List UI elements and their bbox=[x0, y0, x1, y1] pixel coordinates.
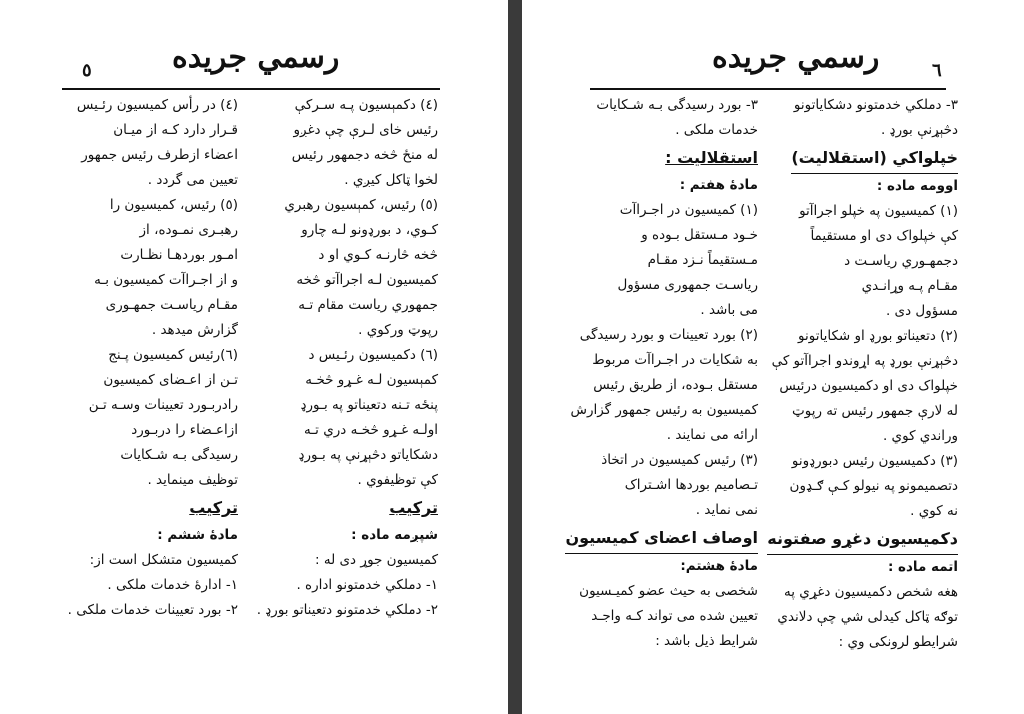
text-line: کميسيون لـه اجراآتو څخه bbox=[296, 272, 438, 288]
text-line: (٦)رئيس کميسيون پـنج bbox=[108, 347, 238, 363]
text-line: کـوي، د بورډونو لـه چارو bbox=[301, 222, 438, 238]
list-item: ٢- بورد تعيينات خدمات ملکى . bbox=[67, 602, 238, 618]
text-line: دشکاياتو دڅېړنې په بـورډ bbox=[298, 447, 438, 463]
article-heading: اوومه ماده : bbox=[876, 178, 958, 194]
dari-column bbox=[565, 93, 758, 654]
text-line: کمېسيون لـه غـړو څخـه bbox=[305, 372, 438, 388]
text-line: و از اجـراآت کميسيون بـه bbox=[94, 272, 238, 288]
text-line: اولـه غـړو څخـه دري تـه bbox=[303, 422, 438, 438]
page-header-title: رسمي جريده bbox=[712, 40, 880, 75]
page-number: ٦ bbox=[932, 60, 942, 81]
page-number: ٥ bbox=[82, 60, 92, 81]
text-line: لخوا ټاکل کيږي . bbox=[344, 172, 438, 188]
section-heading: اوصاف اعضاى کميسيون bbox=[565, 523, 758, 554]
text-line: دتصميمونو په نيولو کـې ګـډون bbox=[789, 478, 958, 494]
pashto-column bbox=[252, 93, 438, 623]
text-line: امـور بوردهـا نظـارت bbox=[120, 247, 238, 263]
text-line: ٣- دملکي خدمتونو دشکاياتونو bbox=[793, 97, 958, 113]
text-line: پنځه تـنه دتعيناتو په بـورډ bbox=[300, 397, 438, 413]
text-line: (١) کميسيون په خپلو اجراآتو bbox=[799, 203, 958, 219]
text-line: رادربـورد تعيينات وسـه تـن bbox=[88, 397, 238, 413]
section-heading: استقلاليت : bbox=[665, 148, 758, 167]
text-line: تعيين مى گردد . bbox=[147, 172, 238, 188]
text-line: شخصى به حيث عضو کميـسيون bbox=[579, 583, 758, 599]
text-line: رئيس خای لـرې چې دغږو bbox=[293, 122, 438, 138]
text-line: دڅېړنې بورډ په اړوندو اجراآتو کې bbox=[771, 353, 958, 369]
text-line: کميسيون به رئيس جمهور گزارش bbox=[570, 402, 758, 418]
text-line: خـود مـستقل بـوده و bbox=[641, 227, 758, 243]
text-line: اعضاء ازطرف رئيس جمهور bbox=[81, 147, 238, 163]
text-line: کميسيون جوړ دی له : bbox=[315, 552, 438, 568]
text-line: توګه ټاکل کيدلی شي چې دلاندي bbox=[777, 609, 958, 625]
text-line: خپلواک دی او دکميسيون درئيس bbox=[779, 378, 958, 394]
text-line: خدمات ملکى . bbox=[675, 122, 758, 138]
text-line: جمهوري رياست مقام تـه bbox=[298, 297, 438, 313]
text-line: مى باشد . bbox=[700, 302, 758, 318]
text-line: مسؤول دی . bbox=[885, 303, 958, 319]
text-line: ارائه مى نمايند . bbox=[666, 427, 758, 443]
text-line: رياسـت جمهورى مسؤول bbox=[617, 277, 758, 293]
text-line: مـستقيماً نـزد مقـام bbox=[647, 252, 758, 268]
text-line: (٣) رئيس کميسيون در اتخاذ bbox=[601, 452, 758, 468]
text-line: قـرار دارد کـه از ميـان bbox=[113, 122, 238, 138]
section-heading: ترکيب bbox=[389, 498, 438, 517]
text-line: (٢) بورد تعيينات و بورد رسيدگى bbox=[579, 327, 758, 343]
text-line: (٥) رئيس، کميسيون را bbox=[109, 197, 238, 213]
article-heading: مادۀ هفتم : bbox=[679, 177, 758, 193]
text-line: شرايطو لرونکی وي : bbox=[838, 634, 958, 650]
text-line: رپوټ ورکوي . bbox=[358, 322, 438, 338]
text-line: (٦) دکميسيون رئـيس د bbox=[308, 347, 438, 363]
text-line: تـن از اعـضاى کميسيون bbox=[103, 372, 238, 388]
text-line: له منځ څخه دجمهور رئيس bbox=[291, 147, 438, 163]
text-line: کې توظيفوي . bbox=[357, 472, 438, 488]
text-line: توظيف مينمايد . bbox=[147, 472, 238, 488]
text-line: (٤) دکمېسيون پـه سـرکې bbox=[294, 97, 438, 113]
text-line: نه کوي . bbox=[910, 503, 958, 519]
text-line: کې خپلواک دی او مستقيماً bbox=[810, 228, 958, 244]
text-line: مقـام پـه وړانـدي bbox=[861, 278, 958, 294]
article-heading: مادۀ هشتم: bbox=[680, 558, 758, 574]
dari-column bbox=[62, 93, 238, 623]
pashto-column bbox=[766, 93, 958, 655]
text-line: به شکايات در اجـراآت مربوط bbox=[592, 352, 758, 368]
text-line: ازاعـضاء را دربـورد bbox=[131, 422, 238, 438]
text-line: نمى نمايد . bbox=[695, 502, 758, 518]
text-line: کميسيون متشکل است از: bbox=[89, 552, 238, 568]
article-heading: اتمه ماده : bbox=[887, 559, 958, 575]
text-line: ٣- بورد رسيدگى بـه شـکايات bbox=[596, 97, 758, 113]
text-line: گزارش ميدهد . bbox=[151, 322, 238, 338]
text-line: رسيدگى بـه شـکايات bbox=[120, 447, 238, 463]
text-line: (٥) رئيس، کمېسيون رهبري bbox=[284, 197, 438, 213]
text-line: دجمهـوري رياسـت د bbox=[844, 253, 958, 269]
text-line: مستقل بـوده، از طريق رئيس bbox=[593, 377, 758, 393]
page-header-title: رسمي جريده bbox=[172, 40, 340, 75]
section-heading: ترکيب bbox=[189, 498, 238, 517]
section-heading: خپلواکي (استقلاليت) bbox=[791, 143, 958, 174]
text-line: (٣) دکميسيون رئيس دبورډونو bbox=[791, 453, 958, 469]
text-line: (٢) دتعيناتو بورډ او شکاياتونو bbox=[798, 328, 958, 344]
text-line: رهبـرى نمـوده، از bbox=[139, 222, 238, 238]
header-rule bbox=[590, 88, 946, 90]
list-item: ١- دملکي خدمتونو اداره . bbox=[296, 577, 438, 593]
text-line: له لارې جمهور رئيس ته رپوټ bbox=[792, 403, 958, 419]
text-line: شرايط ذيل باشد : bbox=[655, 633, 758, 649]
text-line: وراندي کوي . bbox=[882, 428, 958, 444]
left-page bbox=[0, 0, 508, 714]
list-item: ٢- دملکي خدمتونو دتعيناتو بورډ . bbox=[256, 602, 438, 618]
text-line: تعيين شده مى تواند کـه واجـد bbox=[591, 608, 758, 624]
text-line: مقـام رياسـت جمهـورى bbox=[105, 297, 238, 313]
text-line: (٤) در رأس کميسيون رئـيس bbox=[76, 97, 238, 113]
right-page bbox=[522, 0, 1024, 714]
text-line: (١) کميسيون در اجـراآت bbox=[619, 202, 758, 218]
header-rule bbox=[62, 88, 440, 90]
text-line: دڅېړنې بورډ . bbox=[880, 122, 958, 138]
article-heading: شپږمه ماده : bbox=[351, 527, 438, 543]
text-line: څخه څارنـه کـوي او د bbox=[318, 247, 438, 263]
text-line: تـصاميم بوردها اشـتراک bbox=[624, 477, 758, 493]
list-item: ١- ادارۀ خدمات ملکى . bbox=[107, 577, 238, 593]
article-heading: مادۀ ششم : bbox=[157, 527, 238, 543]
text-line: هغه شخص دکميسيون دغړي په bbox=[783, 584, 958, 600]
book-gutter bbox=[508, 0, 522, 714]
section-heading: دکميسيون دغړو صفتونه bbox=[767, 524, 958, 555]
